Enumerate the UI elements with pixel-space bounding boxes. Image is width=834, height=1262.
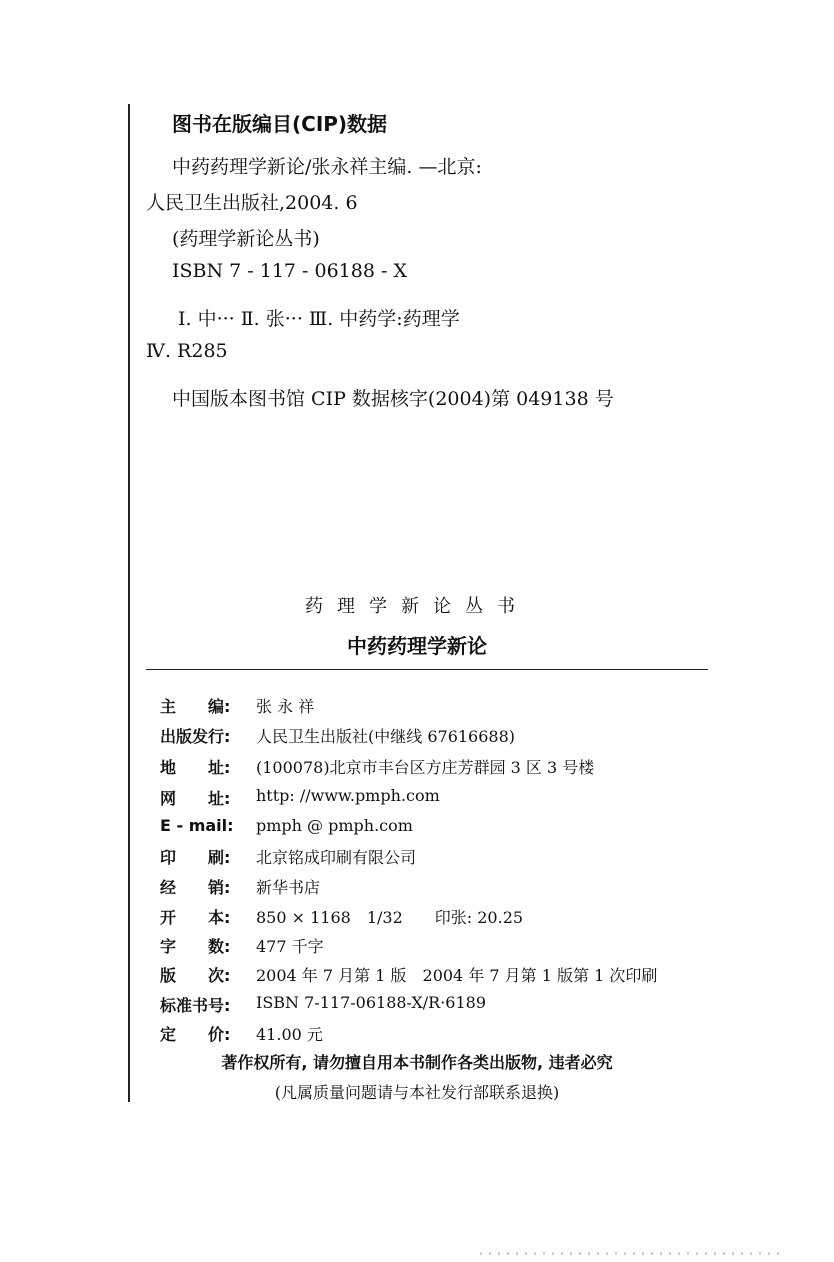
cip-title-line: 中药药理学新论/张永祥主编. —北京: [172, 156, 482, 178]
pub-label-word-count: 字 数: [160, 937, 231, 956]
pub-value-isbn: ISBN 7-117-06188-X/R·6189 [256, 993, 487, 1012]
pub-value-address: (100078)北京市丰台区方庄芳群园 3 区 3 号楼 [256, 758, 595, 777]
pub-value-format: 850 × 1168 1/32 印张: 20.25 [256, 908, 524, 927]
pub-value-distributor: 新华书店 [256, 878, 321, 897]
pub-label-edition: 版 次: [160, 966, 231, 985]
cip-classification-line: Ⅳ. R285 [146, 340, 228, 362]
cip-subject-line: Ⅰ. 中··· Ⅱ. 张··· Ⅲ. 中药学:药理学 [178, 308, 460, 330]
pub-value-publisher: 人民卫生出版社(中继线 67616688) [256, 727, 516, 746]
pub-value-email: pmph @ pmph.com [256, 816, 413, 835]
pub-label-format: 开 本: [160, 908, 231, 927]
pub-value-price: 41.00 元 [256, 1025, 323, 1044]
pub-label-price: 定 价: [160, 1025, 231, 1044]
pub-label-publisher: 出版发行: [160, 727, 231, 746]
pub-label-website: 网 址: [160, 789, 231, 808]
divider-rule [146, 669, 708, 670]
pub-label-distributor: 经 销: [160, 878, 231, 897]
cip-heading: 图书在版编目(CIP)数据 [172, 112, 388, 136]
return-policy-note: (凡属质量问题请与本社发行部联系退换) [274, 1083, 560, 1102]
pub-value-website: http: //www.pmph.com [256, 786, 440, 805]
pub-value-editor: 张 永 祥 [256, 697, 315, 716]
cip-isbn-line: ISBN 7 - 117 - 06188 - X [172, 260, 407, 282]
pub-label-editor: 主 编: [160, 697, 231, 716]
pub-value-word-count: 477 千字 [256, 937, 324, 956]
pub-label-address: 地 址: [160, 758, 231, 777]
cip-record-number: 中国版本图书馆 CIP 数据核字(2004)第 049138 号 [172, 388, 614, 410]
pub-label-isbn: 标准书号: [160, 996, 231, 1015]
pub-label-email: E - mail: [160, 816, 234, 835]
pub-value-printer: 北京铭成印刷有限公司 [256, 848, 417, 867]
scan-noise [480, 1252, 780, 1255]
pub-label-printer: 印 刷: [160, 848, 231, 867]
book-title: 中药药理学新论 [347, 634, 487, 658]
cip-series-line: (药理学新论丛书) [172, 228, 320, 250]
cip-publisher-line: 人民卫生出版社,2004. 6 [146, 192, 358, 214]
pub-value-edition: 2004 年 7 月第 1 版 2004 年 7 月第 1 版第 1 次印刷 [256, 966, 658, 985]
series-title: 药理学新论丛书 [305, 596, 529, 617]
copyright-notice: 著作权所有, 请勿擅自用本书制作各类出版物, 违者必究 [221, 1053, 613, 1072]
